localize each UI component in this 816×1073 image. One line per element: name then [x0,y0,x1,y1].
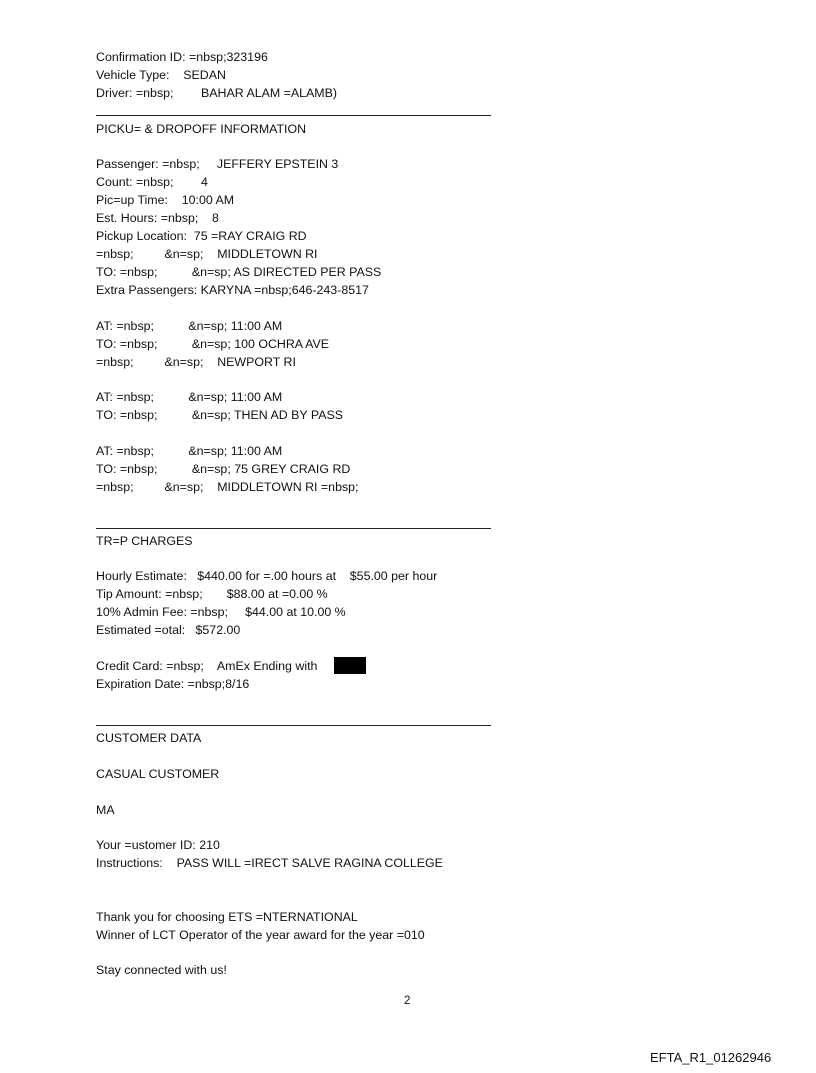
stop-to: TO: =nbsp; &n=sp; THEN AD BY PASS [96,408,344,422]
pickup-heading: PICKU= & DROPOFF INFORMATION [96,122,307,136]
confirmation-id: Confirmation ID: =nbsp;323196 [96,50,268,64]
tip-amount: Tip Amount: =nbsp; $88.00 at =0.00 % [96,587,328,601]
redaction-box [334,657,366,674]
vehicle-type: Vehicle Type: SEDAN [96,68,226,82]
credit-card: Credit Card: =nbsp; AmEx Ending with [96,659,318,673]
charges-heading: TR=P CHARGES [96,534,193,548]
section-divider [96,115,491,116]
estimated-total: Estimated =otal: $572.00 [96,623,241,637]
customer-state: MA [96,803,115,817]
est-hours: Est. Hours: =nbsp; 8 [96,211,219,225]
passenger-count: Count: =nbsp; 4 [96,175,208,189]
instructions: Instructions: PASS WILL =IRECT SALVE RAGINA COLLEGE [96,856,443,870]
pickup-to: TO: =nbsp; &n=sp; AS DIRECTED PER PASS [96,265,382,279]
stop-city: =nbsp; &n=sp; NEWPORT RI [96,355,296,369]
stop-to: TO: =nbsp; &n=sp; 100 OCHRA AVE [96,337,330,351]
stop-at: AT: =nbsp; &n=sp; 11:00 AM [96,319,283,333]
pickup-city: =nbsp; &n=sp; MIDDLETOWN RI [96,247,318,261]
stop-at: AT: =nbsp; &n=sp; 11:00 AM [96,444,283,458]
pickup-time: Pic=up Time: 10:00 AM [96,193,235,207]
customer-type: CASUAL CUSTOMER [96,767,220,781]
document-id: EFTA_R1_01262946 [650,1050,772,1065]
award-line: Winner of LCT Operator of the year award for the year =010 [96,928,425,942]
section-divider [96,528,491,529]
section-divider [96,725,491,726]
stop-city: =nbsp; &n=sp; MIDDLETOWN RI =nbsp; [96,480,359,494]
customer-heading: CUSTOMER DATA [96,731,202,745]
passenger: Passenger: =nbsp; JEFFERY EPSTEIN 3 [96,157,339,171]
admin-fee: 10% Admin Fee: =nbsp; $44.00 at 10.00 % [96,605,346,619]
thanks-line: Thank you for choosing ETS =NTERNATIONAL [96,910,358,924]
hourly-estimate: Hourly Estimate: $440.00 for =.00 hours at $55.00 per hour [96,569,438,583]
customer-id: Your =ustomer ID: 210 [96,838,220,852]
stop-to: TO: =nbsp; &n=sp; 75 GREY CRAIG RD [96,462,351,476]
page-number: 2 [404,995,411,1007]
stop-at: AT: =nbsp; &n=sp; 11:00 AM [96,390,283,404]
driver: Driver: =nbsp; BAHAR ALAM =ALAMB) [96,86,338,100]
stay-connected: Stay connected with us! [96,963,227,977]
pickup-location: Pickup Location: 75 =RAY CRAIG RD [96,229,307,243]
expiration-date: Expiration Date: =nbsp;8/16 [96,677,250,691]
extra-passengers: Extra Passengers: KARYNA =nbsp;646-243-8517 [96,283,369,297]
